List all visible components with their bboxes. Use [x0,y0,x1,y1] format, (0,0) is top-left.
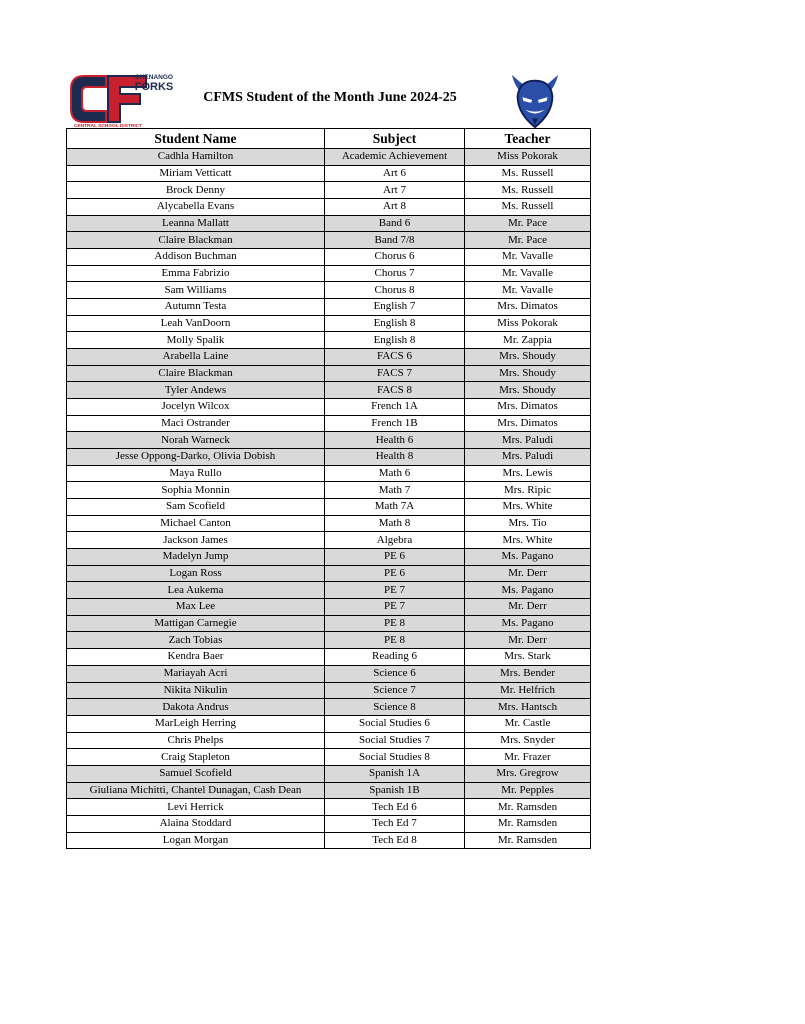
cell-teacher: Mrs. Paludi [465,449,591,466]
cell-teacher: Mr. Pepples [465,782,591,799]
cell-teacher: Mr. Castle [465,715,591,732]
cell-teacher: Mrs. Bender [465,665,591,682]
cell-teacher: Miss Pokorak [465,315,591,332]
cell-teacher: Mrs. Tio [465,515,591,532]
cell-student: Samuel Scofield [67,765,325,782]
cell-student: Sam Williams [67,282,325,299]
cell-teacher: Ms. Russell [465,182,591,199]
cell-student: Madelyn Jump [67,549,325,566]
table-row [67,632,591,649]
cell-teacher: Mr. Vavalle [465,249,591,266]
cell-teacher: Mrs. Paludi [465,432,591,449]
cell-teacher: Mr. Frazer [465,749,591,766]
table-row [67,349,591,366]
cell-teacher: Ms. Pagano [465,615,591,632]
cell-teacher: Mr. Vavalle [465,282,591,299]
table-row [67,649,591,666]
table-row [67,182,591,199]
table-row [67,565,591,582]
cell-teacher: Mrs. Ripic [465,482,591,499]
cell-teacher: Mrs. Shoudy [465,349,591,366]
cell-subject: PE 7 [325,599,465,616]
cell-subject: Chorus 6 [325,249,465,266]
cell-student: Molly Spalik [67,332,325,349]
cell-student: Lea Aukema [67,582,325,599]
cell-teacher: Mrs. Lewis [465,465,591,482]
table-row [67,215,591,232]
table-row [67,582,591,599]
cell-subject: Art 7 [325,182,465,199]
cell-subject: French 1A [325,399,465,416]
cell-subject: Tech Ed 7 [325,815,465,832]
cell-student: Craig Stapleton [67,749,325,766]
cell-subject: Spanish 1B [325,782,465,799]
cell-subject: Health 6 [325,432,465,449]
cell-student: Logan Ross [67,565,325,582]
table-row [67,399,591,416]
cell-subject: Tech Ed 6 [325,799,465,816]
cell-student: Michael Canton [67,515,325,532]
table-row [67,149,591,166]
cell-subject: English 8 [325,332,465,349]
cell-teacher: Mrs. White [465,499,591,516]
table-row [67,515,591,532]
table-row [67,482,591,499]
cell-student: Sophia Monnin [67,482,325,499]
logo-top-text: CHENANGO [135,74,173,81]
cell-subject: FACS 8 [325,382,465,399]
cell-student: Alaina Stoddard [67,815,325,832]
cell-subject: Band 7/8 [325,232,465,249]
cell-teacher: Ms. Russell [465,199,591,216]
table-row [67,432,591,449]
cell-subject: French 1B [325,415,465,432]
table-row [67,782,591,799]
cell-student: Miriam Vetticatt [67,165,325,182]
cell-student: Nikita Nikulin [67,682,325,699]
cell-student: Arabella Laine [67,349,325,366]
cell-subject: Social Studies 8 [325,749,465,766]
cell-student: Claire Blackman [67,365,325,382]
column-header-student: Student Name [67,129,325,149]
cell-subject: Chorus 8 [325,282,465,299]
cell-teacher: Ms. Russell [465,165,591,182]
table-row [67,682,591,699]
cell-teacher: Mr. Pace [465,232,591,249]
cell-subject: Tech Ed 8 [325,832,465,849]
cell-subject: PE 6 [325,565,465,582]
table-row [67,832,591,849]
cell-student: MarLeigh Herring [67,715,325,732]
cell-teacher: Mr. Pace [465,215,591,232]
blue-devil-icon [506,71,564,129]
table-row [67,315,591,332]
cell-student: Giuliana Michitti, Chantel Dunagan, Cash Dean [67,782,325,799]
cell-subject: Art 6 [325,165,465,182]
cell-subject: Science 8 [325,699,465,716]
table-row [67,465,591,482]
cell-teacher: Miss Pokorak [465,149,591,166]
cell-teacher: Ms. Pagano [465,549,591,566]
cell-student: Sam Scofield [67,499,325,516]
cell-subject: FACS 7 [325,365,465,382]
cell-subject: Spanish 1A [325,765,465,782]
cell-subject: Math 8 [325,515,465,532]
table-row [67,265,591,282]
cell-subject: PE 6 [325,549,465,566]
cell-teacher: Mr. Derr [465,599,591,616]
cell-student: Tyler Andews [67,382,325,399]
cell-teacher: Mrs. Shoudy [465,365,591,382]
table-row [67,282,591,299]
table-row [67,382,591,399]
cell-subject: Social Studies 7 [325,732,465,749]
table-row [67,599,591,616]
table-header-row [67,129,591,149]
cell-student: Kendra Baer [67,649,325,666]
cell-student: Leanna Mallatt [67,215,325,232]
cell-subject: Math 7 [325,482,465,499]
cell-student: Chris Phelps [67,732,325,749]
cell-subject: Science 6 [325,665,465,682]
table-row [67,765,591,782]
column-header-teacher: Teacher [465,129,591,149]
table-row [67,415,591,432]
cell-student: Brock Denny [67,182,325,199]
cell-student: Max Lee [67,599,325,616]
cell-subject: PE 8 [325,632,465,649]
cell-subject: Art 8 [325,199,465,216]
cell-subject: English 7 [325,299,465,316]
table-row [67,365,591,382]
table-row [67,799,591,816]
cell-student: Norah Warneck [67,432,325,449]
cell-teacher: Mr. Ramsden [465,799,591,816]
table-row [67,615,591,632]
cell-subject: Algebra [325,532,465,549]
cell-teacher: Mr. Ramsden [465,815,591,832]
cell-teacher: Mrs. Dimatos [465,399,591,416]
cell-teacher: Mr. Derr [465,632,591,649]
cell-teacher: Mrs. Dimatos [465,299,591,316]
table-row [67,815,591,832]
cell-teacher: Mr. Zappia [465,332,591,349]
cell-subject: English 8 [325,315,465,332]
table-row [67,165,591,182]
cell-subject: Band 6 [325,215,465,232]
cell-teacher: Mrs. Gregrow [465,765,591,782]
cell-teacher: Mr. Derr [465,565,591,582]
table-row [67,549,591,566]
cell-teacher: Mrs. Stark [465,649,591,666]
cell-student: Maci Ostrander [67,415,325,432]
cell-student: Addison Buchman [67,249,325,266]
column-header-subject: Subject [325,129,465,149]
table-row [67,332,591,349]
cell-teacher: Mr. Vavalle [465,265,591,282]
cell-student: Autumn Testa [67,299,325,316]
cell-subject: Math 7A [325,499,465,516]
cell-student: Emma Fabrizio [67,265,325,282]
cell-subject: Math 6 [325,465,465,482]
table-row [67,715,591,732]
cell-student: Logan Morgan [67,832,325,849]
cell-student: Jackson James [67,532,325,549]
cell-student: Levi Herrick [67,799,325,816]
cell-teacher: Mrs. Dimatos [465,415,591,432]
cell-subject: PE 8 [325,615,465,632]
cell-teacher: Mrs. Snyder [465,732,591,749]
cell-teacher: Mr. Ramsden [465,832,591,849]
cell-student: Claire Blackman [67,232,325,249]
table-row [67,299,591,316]
cell-student: Zach Tobias [67,632,325,649]
cell-subject: Science 7 [325,682,465,699]
cell-teacher: Mrs. Hantsch [465,699,591,716]
cell-teacher: Mrs. Shoudy [465,382,591,399]
table-row [67,249,591,266]
table-row [67,732,591,749]
cell-student: Alycabella Evans [67,199,325,216]
cell-subject: Reading 6 [325,649,465,666]
cell-subject: Chorus 7 [325,265,465,282]
table-row [67,499,591,516]
cell-student: Jesse Oppong-Darko, Olivia Dobish [67,449,325,466]
table-row [67,532,591,549]
table-row [67,449,591,466]
cell-student: Leah VanDoorn [67,315,325,332]
cell-student: Maya Rullo [67,465,325,482]
table-row [67,699,591,716]
cell-teacher: Ms. Pagano [465,582,591,599]
logo-mid-text: FORKS [134,81,174,93]
table-row [67,749,591,766]
cell-subject: FACS 6 [325,349,465,366]
table-row [67,665,591,682]
cell-student: Mattigan Carnegie [67,615,325,632]
logo-side-text: CENTRAL SCHOOL DISTRICT [74,124,143,128]
cell-teacher: Mrs. White [465,532,591,549]
table-row [67,199,591,216]
cell-student: Cadhla Hamilton [67,149,325,166]
cell-student: Mariayah Acri [67,665,325,682]
table-row [67,232,591,249]
cell-subject: Social Studies 6 [325,715,465,732]
cell-subject: Health 8 [325,449,465,466]
cell-student: Dakota Andrus [67,699,325,716]
page-title: CFMS Student of the Month June 2024-25 [203,90,457,105]
cell-student: Jocelyn Wilcox [67,399,325,416]
student-of-month-table [66,128,591,849]
chenango-forks-logo [68,70,180,128]
cell-subject: Academic Achievement [325,149,465,166]
cell-teacher: Mr. Helfrich [465,682,591,699]
cell-subject: PE 7 [325,582,465,599]
